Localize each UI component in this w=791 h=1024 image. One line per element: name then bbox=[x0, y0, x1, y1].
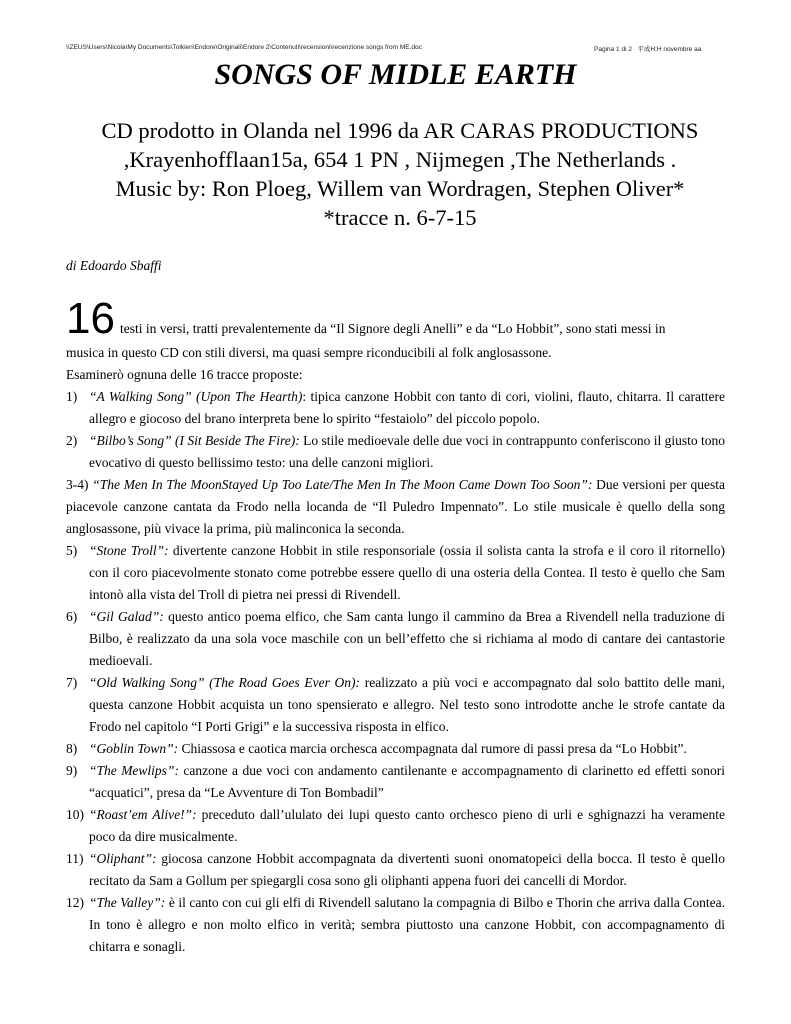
subtitle-line: CD prodotto in Olanda nel 1996 da AR CARAS PRODUCTIONS bbox=[101, 118, 699, 143]
track-title: “Gil Galad”: bbox=[89, 609, 164, 624]
track-entry bbox=[66, 892, 725, 958]
intro-text: testi in versi, tratti prevalentemente da “Il Signore degli Anelli” e da “Lo Hobbit”, sono stati messi in bbox=[119, 321, 666, 336]
track-title: “Old Walking Song” (The Road Goes Ever On): bbox=[89, 675, 361, 690]
subtitle-line: ,Krayenhofflaan15a, 654 1 PN , Nijmegen ,The Netherlands . bbox=[123, 147, 677, 172]
intro-text: musica in questo CD con stili diversi, ma quasi sempre riconducibili al folk anglosassone. bbox=[66, 345, 552, 360]
track-number: 2) bbox=[66, 433, 78, 448]
track-title: “Stone Troll”: bbox=[89, 543, 169, 558]
intro-text: Esaminerò ognuna delle 16 tracce proposte: bbox=[66, 367, 303, 382]
track-number: 8) bbox=[66, 741, 78, 756]
intro-first-line bbox=[66, 296, 725, 342]
document-title: SONGS OF MIDLE EARTH bbox=[214, 58, 577, 91]
track-entry bbox=[66, 606, 725, 672]
page-number: Pagina 1 di 2 bbox=[594, 46, 632, 53]
track-description: giocosa canzone Hobbit accompagnata da divertenti suoni onomatopeici della bocca. Il testo è quello recitato da Sam a Gollum per spiegargli cosa sono gli oliphanti appena fuori dei cancelli di Mordor. bbox=[89, 851, 725, 888]
track-entry bbox=[66, 804, 725, 848]
track-description: realizzato a più voci e accompagnato dal solo battito delle mani, questa canzone Hobbit acquista un tono spensierato e allegro. Nel testo sono introdotte anche le strofe cantate da Frodo nel capitolo “I Porti Grigi” e la successiva risposta in elfico. bbox=[89, 675, 725, 734]
author-byline: di Edoardo Sbaffi bbox=[66, 258, 162, 273]
track-description: canzone a due voci con andamento cantilenante e accompagnamento di clarinetto ed effetti sonori “acquatici”, presa da “Le Avventure di Ton Bombadil” bbox=[89, 763, 725, 800]
subtitle-block bbox=[60, 116, 740, 232]
track-description: divertente canzone Hobbit in stile responsoriale (ossia il solista canta la strofa e il coro il ritornello) con il coro piacevolmente stonato come potrebbe essere quello di una osteria della Contea. Il testo è quello che Sam intonò alla vista del Troll di pietra nei pressi di Rivendell. bbox=[89, 543, 725, 602]
track-number: 5) bbox=[66, 543, 78, 558]
track-entry bbox=[66, 386, 725, 430]
document-path: \\ZEUS\Users\Nicola\My Documents\Tolkien\Endore\Originali\Endore 2\Contenuti\recensioni\recenzione songs from ME.doc bbox=[66, 44, 422, 51]
track-number: 6) bbox=[66, 609, 78, 624]
track-description: Lo stile medioevale delle due voci in contrappunto conferiscono il giusto tono evocativo di questo bellissimo testo: una delle canzoni migliori. bbox=[89, 433, 725, 470]
track-entry bbox=[66, 474, 725, 540]
track-entry bbox=[66, 738, 725, 760]
track-title: “The Valley”: bbox=[89, 895, 166, 910]
track-title: “Roast’em Alive!”: bbox=[89, 807, 197, 822]
track-title: “Goblin Town”: bbox=[89, 741, 179, 756]
track-title: “The Mewlips”: bbox=[89, 763, 179, 778]
track-title: “Bilbo’s Song” (I Sit Beside The Fire): bbox=[89, 433, 300, 448]
track-description: : tipica canzone Hobbit con tanto di cori, violini, flauto, chitarra. Il carattere allegro e giocoso del brano interpreta bene lo spirito “festaiolo” del piccolo popolo. bbox=[89, 389, 725, 426]
track-number: 1) bbox=[66, 389, 78, 404]
track-title: “A Walking Song” (Upon The Hearth) bbox=[89, 389, 303, 404]
track-title: “Oliphant”: bbox=[89, 851, 157, 866]
page-info bbox=[594, 44, 701, 53]
track-entry bbox=[66, 672, 725, 738]
article-body bbox=[66, 296, 725, 958]
track-number: 12) bbox=[66, 895, 84, 910]
track-description: Due versioni per questa piacevole canzone cantata da Frodo nella locanda de “Il Puledro Impennato”. Lo stile musicale è quello della song anglosassone, più vivace la prima, più malinconica la seconda. bbox=[66, 477, 725, 536]
print-date: 平成H:H novembre aa bbox=[637, 46, 702, 53]
track-number: 11) bbox=[66, 851, 84, 866]
track-entry bbox=[66, 760, 725, 804]
subtitle-line: Music by: Ron Ploeg, Willem van Wordragen, Stephen Oliver* bbox=[115, 176, 685, 201]
track-description: Chiassosa e caotica marcia orchesca accompagnata dal rumore di passi presa da “Lo Hobbit”. bbox=[178, 741, 687, 756]
track-description: preceduto dall’ululato dei lupi questo canto orchesco pieno di urli e sghignazzi ha veramente poco da dire musicalmente. bbox=[89, 807, 725, 844]
track-number: 10) bbox=[66, 807, 84, 822]
track-number: 7) bbox=[66, 675, 78, 690]
track-number: 9) bbox=[66, 763, 78, 778]
track-description: è il canto con cui gli elfi di Rivendell salutano la compagnia di Bilbo e Thorin che arriva dalla Contea. In tono è allegro e non molto elfico in verità; sembra piuttosto una canzone Hobbit, con accompagnamento di chitarra e sonagli. bbox=[89, 895, 726, 954]
track-title: “The Men In The MoonStayed Up Too Late/The Men In The Moon Came Down Too Soon”: bbox=[92, 477, 593, 492]
drop-number: 16 bbox=[66, 294, 115, 343]
track-number: 3-4) bbox=[66, 477, 89, 492]
track-entry bbox=[66, 430, 725, 474]
track-entry bbox=[66, 848, 725, 892]
subtitle-line: *tracce n. 6-7-15 bbox=[323, 205, 477, 230]
track-entry bbox=[66, 540, 725, 606]
track-description: questo antico poema elfico, che Sam canta lungo il cammino da Brea a Rivendell nella traduzione di Bilbo, è realizzato da una sola voce maschile con un bell’effetto che si richiama al modo di cantare dei cantastorie medioevali. bbox=[89, 609, 725, 668]
